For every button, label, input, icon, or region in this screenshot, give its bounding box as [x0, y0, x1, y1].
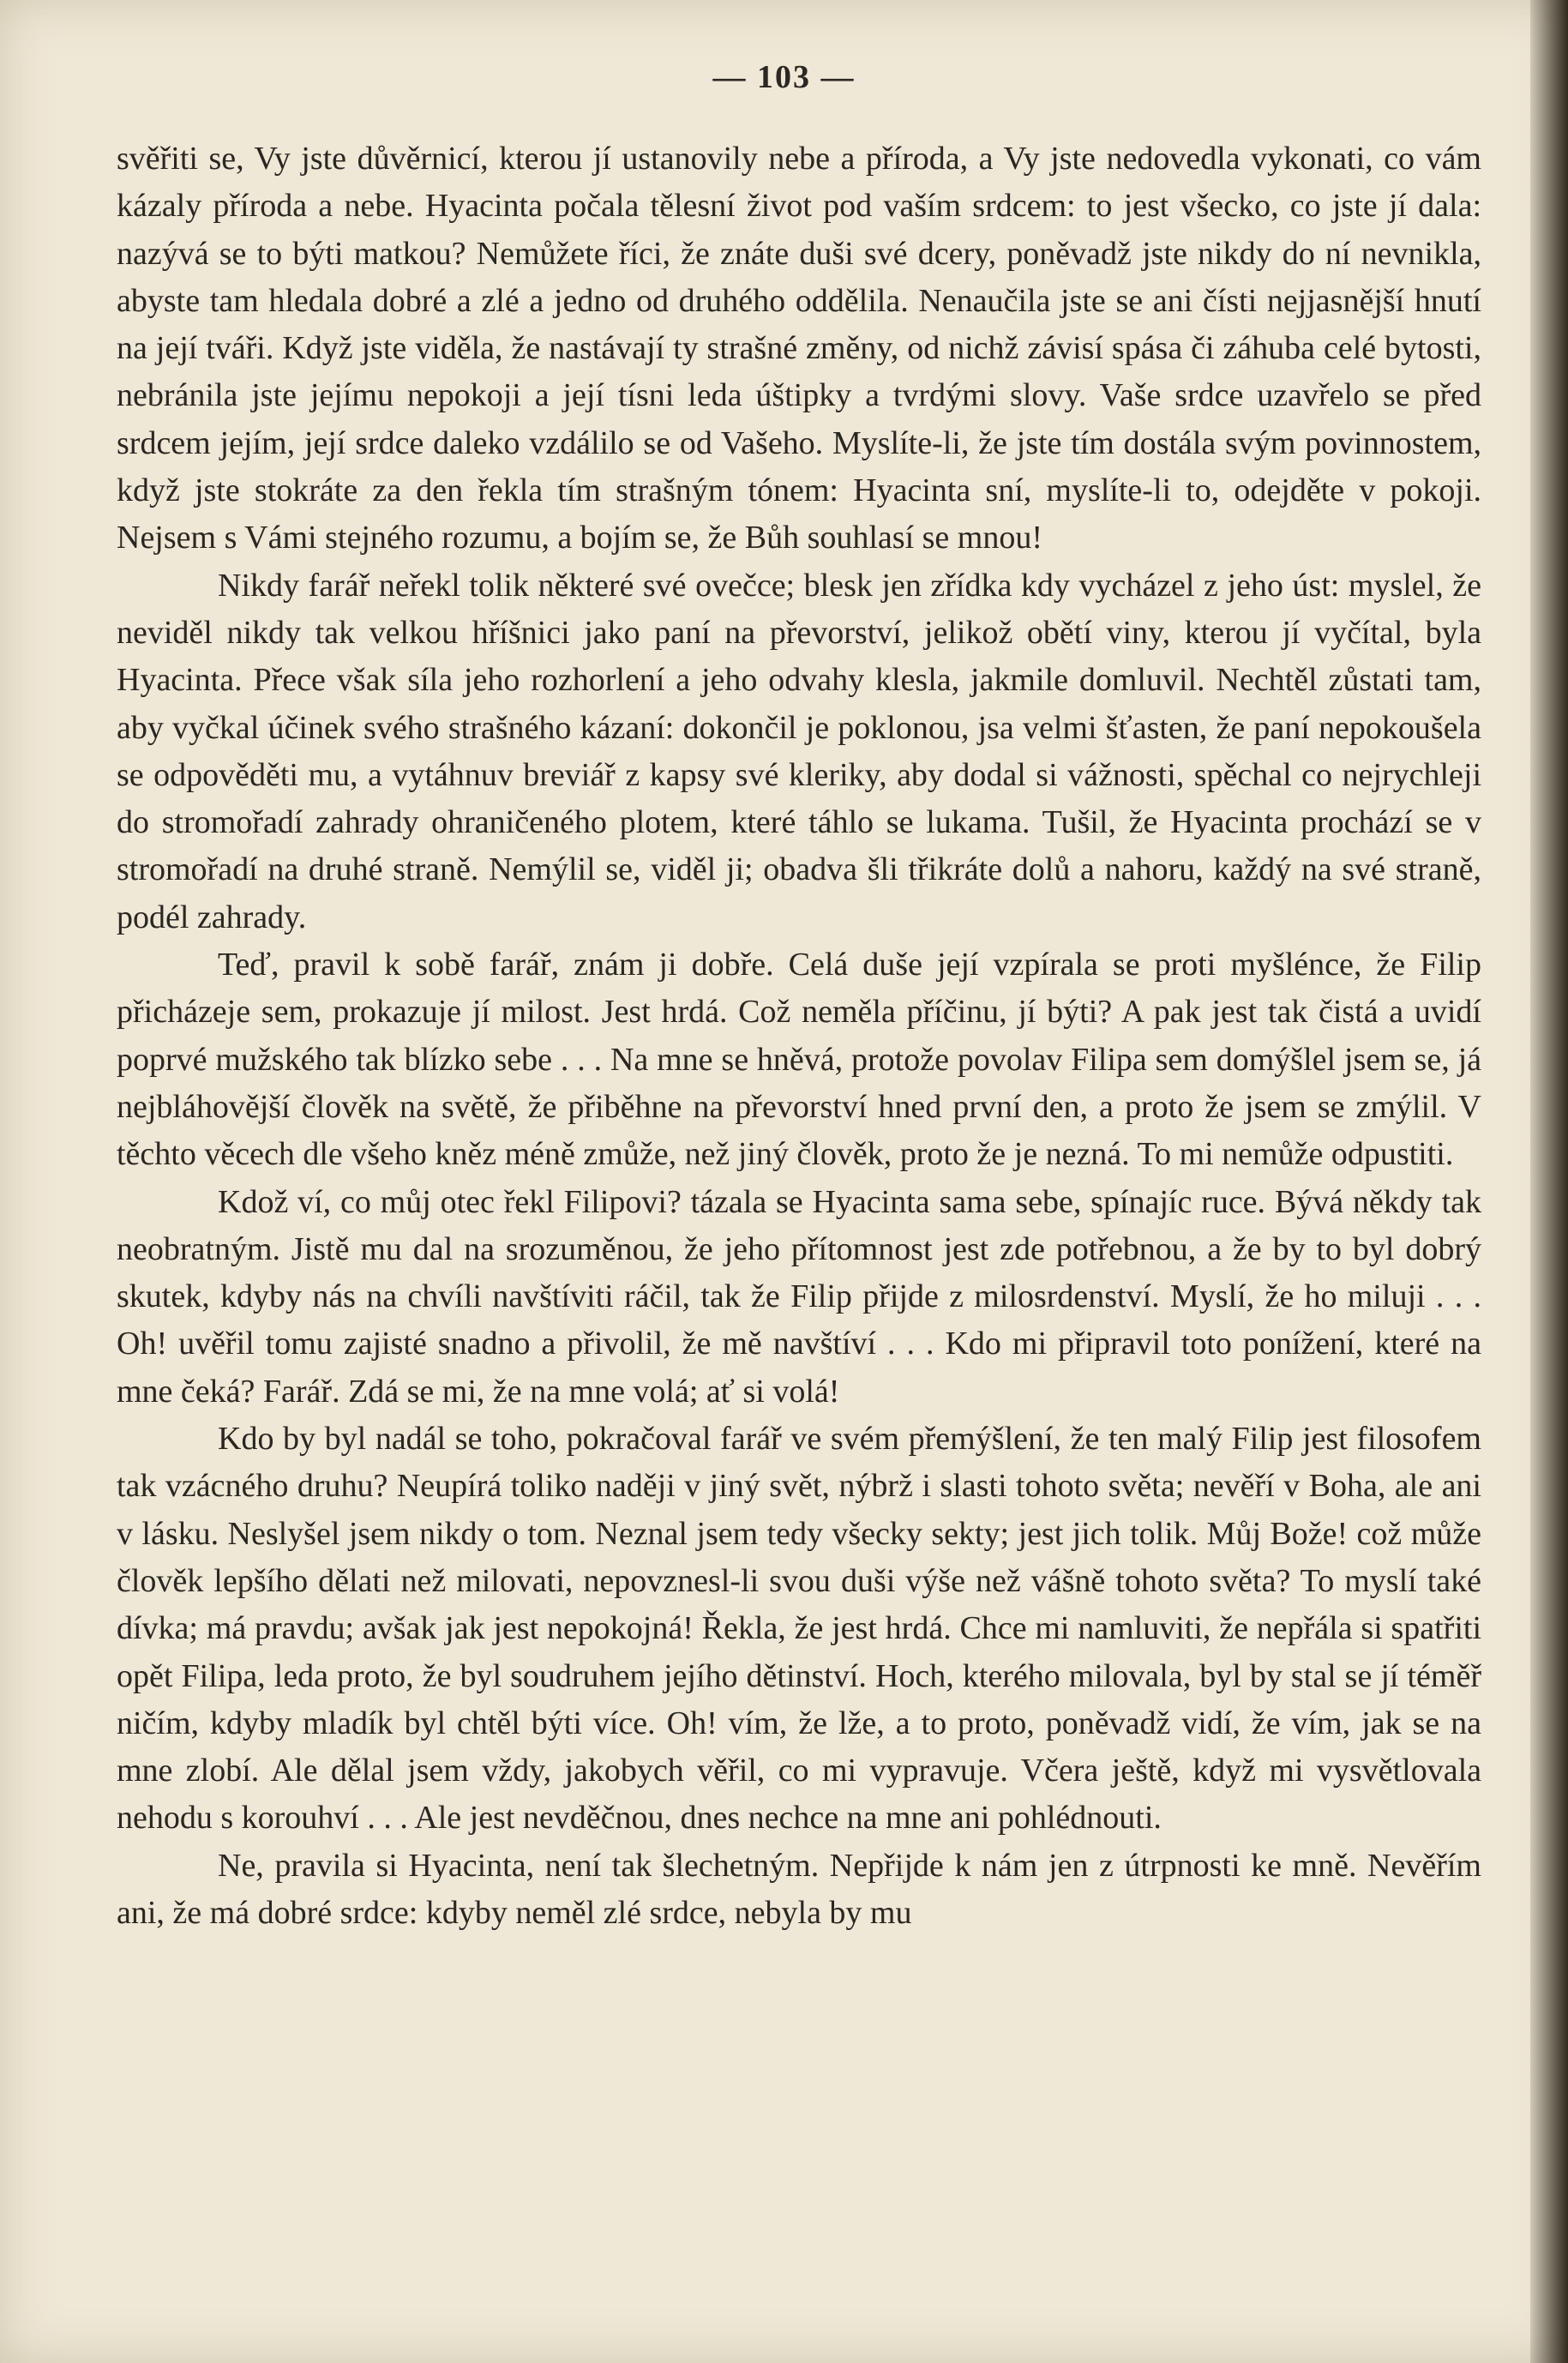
paragraph: svěřiti se, Vy jste důvěrnicí, kterou jí ustanovily nebe a příroda, a Vy jste nedovedla vykonati, co vám kázaly příroda a nebe. Hyacinta počala tělesní život pod vaším srdcem: to jest všecko, co jste jí dala: nazývá se to býti matkou? Nemůžete říci, že znáte duši své dcery, poněvadž jste nikdy do ní nevnikla, abyste tam hledala dobré a zlé a jedno od druhého oddělila. Nenaučila jste se ani čísti nejjasnější hnutí na její tváři. Když jste viděla, že nastávají ty strašné změny, od nichž závisí spása či záhuba celé bytosti, nebránila jste jejímu nepokoji a její tísni leda úštipky a tvrdými slovy. Vaše srdce uzavřelo se před srdcem jejím, její srdce daleko vzdálilo se od Vašeho. Myslíte-li, že jste tím dostála svým povinnostem, když jste stokráte za den řekla tím strašným tónem: Hyacinta sní, myslíte-li to, odejděte v pokoji. Nejsem s Vámi stejného rozumu, a bojím se, že Bůh souhlasí se mnou!	[117, 141, 1481, 556]
paragraph: Teď, pravil k sobě farář, znám ji dobře. Celá duše její vzpírala se proti myšlénce, že Filip přicházeje sem, prokazuje jí milost. Jest hrdá. Což neměla příčinu, jí býti? A pak jest tak čistá a uvidí poprvé mužského tak blízko sebe . . . Na mne se hněvá, protože povolav Filipa sem domýšlel jsem se, já nejbláhovější člověk na světě, že přiběhne na převorství hned první den, a proto že jsem se zmýlil. V těchto věcech dle všeho kněz méně zmůže, než jiný člověk, proto že je nezná. To mi nemůže odpustiti.	[117, 947, 1481, 1173]
paragraph: Ne, pravila si Hyacinta, není tak šlechetným. Nepřijde k nám jen z útrpnosti ke mně. Nevěřím ani, že má dobré srdce: kdyby neměl zlé srdce, nebyla by mu	[117, 1847, 1481, 1931]
page-number: — 103 —	[712, 59, 856, 95]
paragraph: Nikdy farář neřekl tolik některé své ovečce; blesk jen zřídka kdy vycházel z jeho úst: myslel, že neviděl nikdy tak velkou hříšnici jako paní na převorství, jelikož obětí viny, kterou jí vyčítal, byla Hyacinta. Přece však síla jeho rozhorlení a jeho odvahy klesla, jakmile domluvil. Nechtěl zůstati tam, aby vyčkal účinek svého strašného kázaní: dokončil je poklonou, jsa velmi šťasten, že paní nepokoušela se odpověděti mu, a vytáhnuv breviář z kapsy své kleriky, aby dodal si vážnosti, spěchal co nejrychleji do stromořadí zahrady ohraničeného plotem, které táhlo se lukama. Tušil, že Hyacinta prochází se v stromořadí na druhé straně. Nemýlil se, viděl ji; obadva šli třikráte dolů a nahoru, každý na své straně, podél zahrady.	[117, 567, 1481, 935]
page-text	[117, 135, 1481, 1937]
page-edge-shadow	[1530, 0, 1568, 2363]
paragraph: Kdož ví, co můj otec řekl Filipovi? tázala se Hyacinta sama sebe, spínajíc ruce. Bývá někdy tak neobratným. Jistě mu dal na srozuměnou, že jeho přítomnost jest zde potřebnou, a že by to byl dobrý skutek, kdyby nás na chvíli navštíviti ráčil, tak že Filip přijde z milosrdenství. Myslí, že ho miluji . . . Oh! uvěřil tomu zajisté snadno a přivolil, že mě navštíví . . . Kdo mi připravil toto ponížení, které na mne čeká? Farář. Zdá se mi, že na mne volá; ať si volá!	[117, 1183, 1481, 1410]
paragraph: Kdo by byl nadál se toho, pokračoval farář ve svém přemýšlení, že ten malý Filip jest filosofem tak vzácného druhu? Neupírá toliko naději v jiný svět, nýbrž i slasti tohoto světa; nevěří v Boha, ale ani v lásku. Neslyšel jsem nikdy o tom. Neznal jsem tedy všecky sekty; jest jich tolik. Můj Bože! což může člověk lepšího dělati než milovati, nepovznesl-li svou duši výše než vášně tohoto světa? To myslí také dívka; má pravdu; avšak jak jest nepokojná! Řekla, že jest hrdá. Chce mi namluviti, že nepřála si spatřiti opět Filipa, leda proto, že byl soudruhem jejího dětinství. Hoch, kterého milovala, byl by stal se jí téměř ničím, kdyby mladík byl chtěl býti více. Oh! vím, že lže, a to proto, poněvadž vidí, že vím, jak se na mne zlobí. Ale dělal jsem vždy, jakobych věřil, co mi vypravuje. Včera ještě, když mi vysvětlovala nehodu s korouhví . . . Ale jest nevděčnou, dnes nechce na mne ani pohlédnouti.	[117, 1421, 1481, 1837]
